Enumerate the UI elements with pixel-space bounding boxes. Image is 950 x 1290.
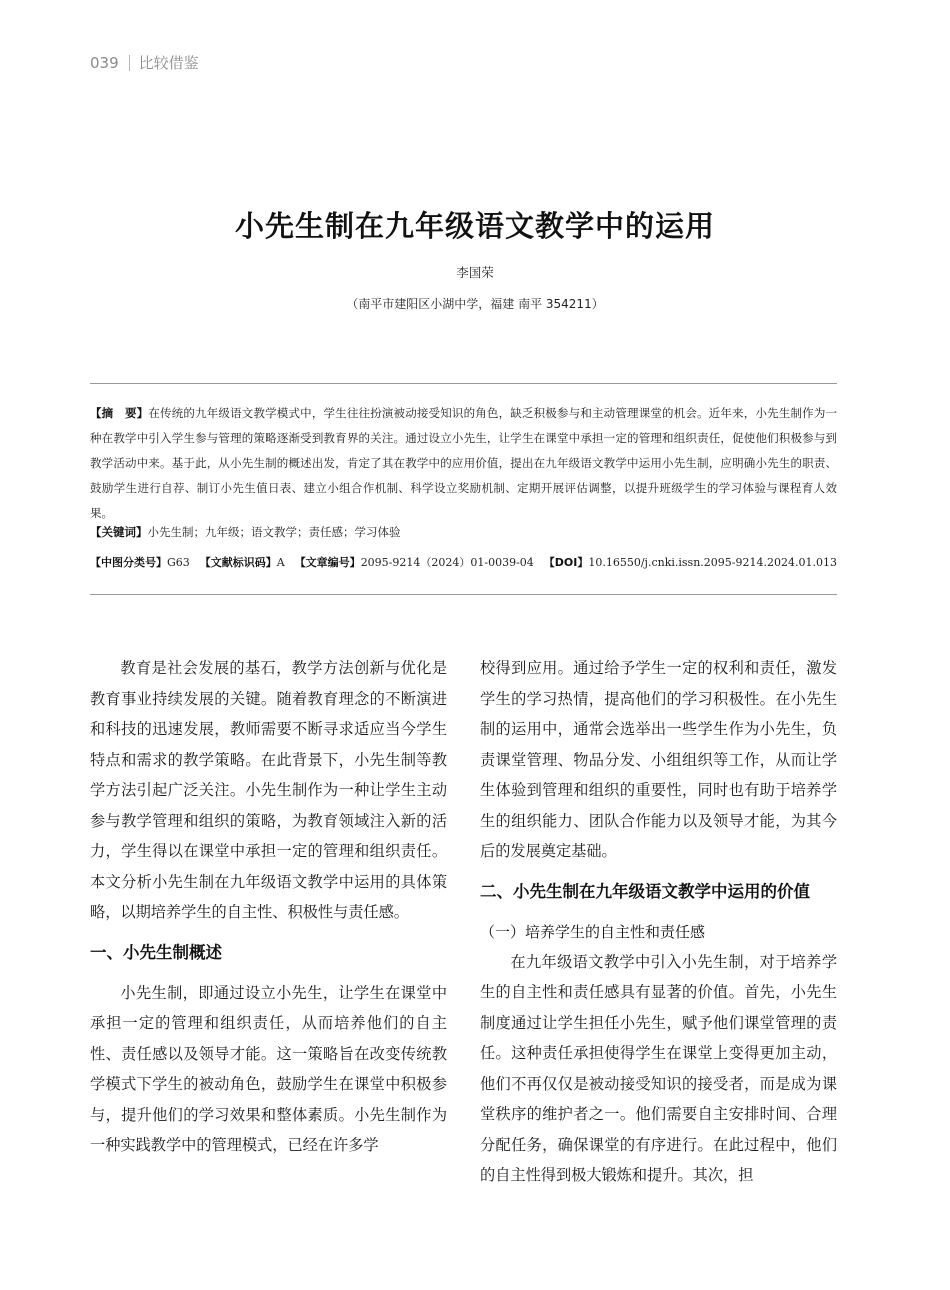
keywords-label: 【关键词】: [90, 525, 148, 539]
author-affiliation: （南平市建阳区小湖中学，福建 南平 354211）: [346, 297, 604, 311]
section2-paragraph: 在九年级语文教学中引入小先生制，对于培养学生的自主性和责任感具有显著的价值。首先，小先生制度通过让学生担任小先生，赋予他们课堂管理的责任。这种责任承担使得学生在课堂上变得更加主动，他们不再仅仅是被动接受知识的接受者，而是成为课堂秩序的维护者之一。他们需要自主安排时间、合理分配任务，确保课堂的有序进行。在此过程中，他们的自主性得到极大锻炼和提升。其次，担: [480, 952, 837, 1184]
article-number: 【文章编号】2095-9214（2024）01-0039-04: [294, 556, 534, 569]
abstract-top-rule: [90, 383, 837, 384]
header-divider: [129, 55, 130, 71]
intro-paragraph: 教育是社会发展的基石，教学方法创新与优化是教育事业持续发展的关键。随着教育理念的不断演进和科技的迅速发展，教师需要不断寻求适应当今学生特点和需求的教学策略。在此背景下，小先生制等教学方法引起广泛关注。小先生制作为一种让学生主动参与教学管理和组织的策略，为教育领域注入新的活力，学生得以在课堂中承担一定的管理和组织责任。本文分析小先生制在九年级语文教学中运用的具体策略，以期培养学生的自主性、积极性与责任感。: [90, 659, 447, 921]
author-name: 李国荣: [456, 265, 494, 280]
body-column-left: [90, 653, 447, 1161]
section-name: 比较借鉴: [138, 54, 199, 72]
page-number: 039: [90, 53, 119, 72]
clc-number: 【中图分类号】G63: [90, 556, 190, 569]
section1-paragraph-part2: 校得到应用。通过给予学生一定的权利和责任，激发学生的学习热情，提高他们的学习积极性。在小先生制的运用中，通常会选举出一些学生作为小先生，负责课堂管理、物品分发、小组组织等工作，从而让学生体验到管理和组织的重要性，同时也有助于培养学生的组织能力、团队合作能力以及领导才能，为其今后的发展奠定基础。: [480, 659, 837, 860]
article-meta: [90, 554, 837, 570]
section1-paragraph-part1: 小先生制，即通过设立小先生，让学生在课堂中承担一定的管理和组织责任，从而培养他们的自主性、责任感以及领导才能。这一策略旨在改变传统教学模式下学生的被动角色，鼓励学生在课堂中积极参与，提升他们的学习效果和整体素质。小先生制作为一种实践教学中的管理模式，已经在许多学: [90, 983, 447, 1154]
abstract: [90, 401, 837, 526]
abstract-bottom-rule: [90, 594, 837, 595]
abstract-text: 在传统的九年级语文教学模式中，学生往往扮演被动接受知识的角色，缺乏积极参与和主动管理课堂的机会。近年来，小先生制作为一种在教学中引入学生参与管理的策略逐渐受到教育界的关注。通过设立小先生，让学生在课堂中承担一定的管理和组织责任，促使他们积极参与到教学活动中来。基于此，从小先生制的概述出发，肯定了其在教学中的应用价值，提出在九年级语文教学中运用小先生制，应明确小先生的职责、鼓励学生进行自荐、制订小先生值日表、建立小组合作机制、科学设立奖励机制、定期开展评估调整，以提升班级学生的学习体验与课程育人效果。: [90, 406, 837, 520]
running-header: [90, 52, 199, 73]
section2-heading: 二、小先生制在九年级语文教学中运用的价值: [480, 881, 810, 901]
keywords: [90, 524, 401, 540]
abstract-label: 【摘 要】: [90, 406, 149, 420]
section2-subheading-1: （一）培养学生的自主性和责任感: [480, 922, 706, 941]
body-column-right: [480, 653, 837, 1191]
keywords-text: 小先生制；九年级；语文教学；责任感；学习体验: [147, 525, 401, 539]
section1-heading: 一、小先生制概述: [90, 942, 222, 962]
document-code: 【文献标识码】A: [199, 556, 285, 569]
article-title: 小先生制在九年级语文教学中的运用: [234, 209, 715, 243]
doi: 【DOI】10.16550/j.cnki.issn.2095-9214.2024.01.013: [543, 556, 837, 569]
